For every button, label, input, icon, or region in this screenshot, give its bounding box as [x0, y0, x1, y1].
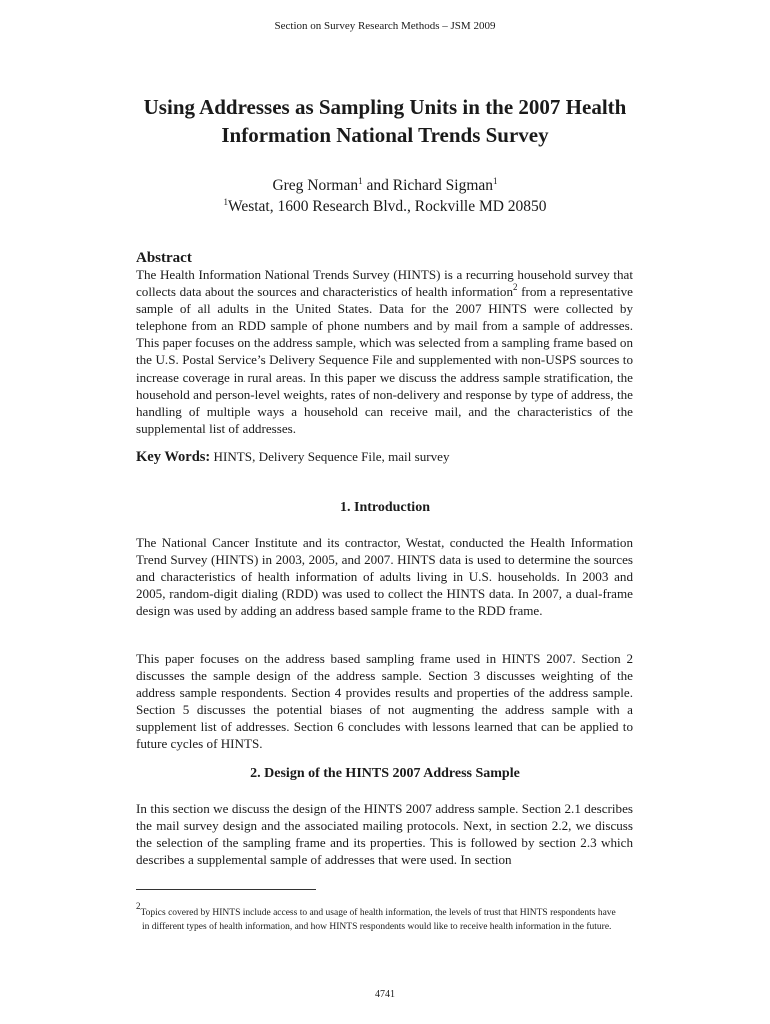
- affiliation-text: Westat, 1600 Research Blvd., Rockville MD 20850: [227, 198, 547, 215]
- keywords-label: Key Words:: [136, 449, 211, 465]
- section-heading-design: 2. Design of the HINTS 2007 Address Sample: [250, 766, 520, 781]
- author-list: [0, 176, 770, 196]
- section-heading-introduction: 1. Introduction: [340, 500, 430, 515]
- keywords: [136, 448, 633, 466]
- footnote-line-1: Topics covered by HINTS include access to and usage of health information, the levels of trust that HINTS respondents have: [140, 908, 616, 918]
- abstract-text: [136, 266, 633, 437]
- affiliation-marker: 1: [223, 197, 228, 207]
- author-name: Richard Sigman: [392, 177, 494, 194]
- title-line-2: Information National Trends Survey: [221, 123, 549, 147]
- abstract-heading: Abstract: [136, 250, 192, 266]
- introduction-paragraph-1: The National Cancer Institute and its contractor, Westat, conducted the Health Information Trend Survey (HINTS) in 2003, 2005, and 2007. HINTS data is used to determine the sources and characteristics of health information of adults living in U.S. households. In 2003 and 2005, random-digit dialing (RDD) was used to collect the HINTS data. In 2007, a dual-frame design was used by adding an address based sample frame to the RDD frame.: [136, 535, 633, 619]
- introduction-paragraph-2: This paper focuses on the address based sampling frame used in HINTS 2007. Section 2 discusses the sample design of the address sample. Section 3 discusses weighting of the address sample respondents. Section 4 provides results and properties of the address sample. Section 5 discusses the potential biases of not augmenting the address sample with a supplement list of addresses. Section 6 concludes with lessons learned that can be applied to future cycles of HINTS.: [136, 651, 633, 752]
- footnote: [136, 901, 636, 934]
- abstract-text-part-1: The Health Information National Trends Survey (HINTS) is a recurring household survey that collects data about the sources and characteristics of health information: [136, 267, 633, 300]
- design-paragraph-1: In this section we discuss the design of the HINTS 2007 address sample. Section 2.1 describes the mail survey design and the associated mailing protocols. Next, in section 2.2, we discuss the selection of the sampling frame and its properties. This is followed by section 2.3 which describes a supplemental sample of addresses that were used. In section: [136, 801, 633, 868]
- keywords-text: HINTS, Delivery Sequence File, mail survey: [210, 449, 450, 464]
- affiliation: [0, 197, 770, 217]
- author-affiliation-marker: 1: [358, 176, 363, 186]
- footnote-divider: [136, 889, 316, 890]
- title-line-1: Using Addresses as Sampling Units in the 2007 Health: [143, 95, 627, 119]
- author-conjunction: and: [362, 177, 393, 194]
- running-header: Section on Survey Research Methods – JSM 2009: [274, 20, 496, 32]
- footnote-marker: 2: [136, 901, 141, 911]
- footnote-line-2: in different types of health information, and how HINTS respondents would like to receive health information in the future.: [142, 922, 612, 932]
- author-affiliation-marker: 1: [493, 176, 498, 186]
- abstract-text-part-2: from a representative sample of all adults in the United States. Data for the 2007 HINTS were collected by telephone from an RDD sample of phone numbers and by mail from a sample of addresses. This paper focuses on the address sample, which was selected from a sampling frame based on the U.S. Postal Service’s Delivery Sequence File and supplemented with non-USPS sources to increase coverage in rural areas. In this paper we discuss the address sample stratification, the household and person-level weights, rates of non-delivery and response by type of address, the handling of multiple ways a household can receive mail, and the characteristics of the supplemental list of addresses.: [136, 284, 633, 436]
- page-number: 4741: [375, 989, 395, 1000]
- paper-title: [95, 93, 675, 149]
- author-name: Greg Norman: [272, 177, 359, 194]
- footnote-reference[interactable]: 2: [513, 282, 518, 293]
